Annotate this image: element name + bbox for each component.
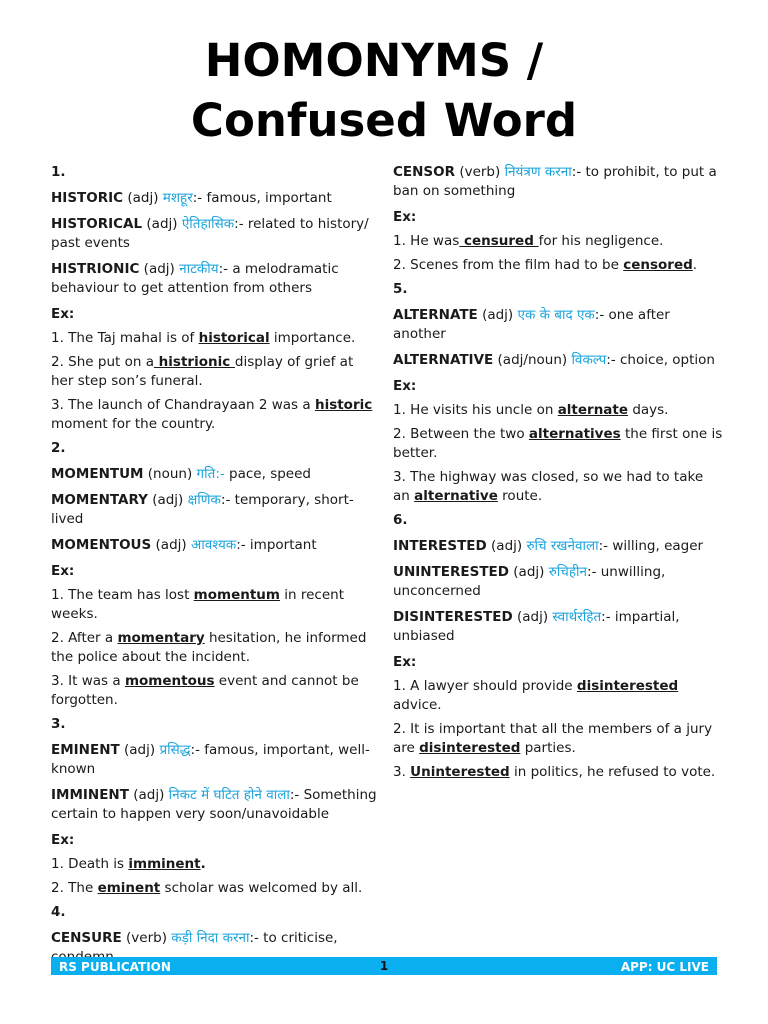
definition-imminent — [51, 786, 379, 824]
hindi-meaning: एक के बाद एक — [517, 307, 595, 323]
part-of-speech: (adj) — [139, 261, 180, 277]
definition-momentum — [51, 465, 379, 484]
section-number: 6. — [393, 512, 408, 528]
definition-uninterested — [393, 563, 723, 601]
example-text: 1. Death is — [51, 856, 129, 872]
english-meaning: :- choice, option — [606, 352, 715, 368]
definition-interested — [393, 537, 723, 556]
example-text: in politics, he refused to vote. — [509, 764, 716, 780]
example-sentence — [393, 763, 723, 782]
english-meaning: :- Something certain to happen very soon/unavoidable — [51, 787, 377, 822]
example-text: days. — [628, 402, 669, 418]
example-sentence — [393, 256, 723, 275]
english-meaning: :- important — [236, 537, 317, 553]
english-meaning: :- willing, eager — [598, 538, 704, 554]
english-meaning: :- to prohibit, to put a ban on something — [393, 164, 717, 199]
example-keyword: imminent — [128, 856, 201, 872]
example-keyword: eminent — [97, 880, 161, 896]
part-of-speech: (adj) — [486, 538, 527, 554]
part-of-speech: (adj) — [151, 537, 191, 553]
definition-alternative — [393, 351, 723, 370]
hindi-meaning: मशहूर — [162, 190, 193, 206]
example-sentence — [51, 672, 379, 710]
example-label: Ex: — [51, 306, 75, 322]
example-sentence — [393, 468, 723, 506]
example-text: 2. The — [51, 880, 98, 896]
english-meaning: pace, speed — [224, 466, 311, 482]
example-text: route. — [497, 488, 543, 504]
section-number: 5. — [393, 281, 408, 297]
example-text: 2. Scenes from the film had to be — [393, 257, 624, 273]
hindi-meaning: गति:- — [196, 466, 225, 482]
example-text: moment for the country. — [51, 416, 216, 432]
example-text: 1. A lawyer should provide — [393, 678, 577, 694]
example-sentence — [51, 329, 379, 348]
example-text: event and cannot be forgotten. — [51, 673, 359, 708]
hindi-meaning: स्वार्थरहित — [552, 609, 602, 625]
example-keyword: alternate — [557, 402, 629, 418]
example-keyword: disinterested — [419, 740, 521, 756]
example-sentence — [393, 677, 723, 715]
example-text: 2. It is important that all the members of a jury are — [393, 721, 713, 756]
hindi-meaning: नियंत्रण करना — [504, 164, 572, 180]
example-text: 3. It was a — [51, 673, 125, 689]
example-text: the first one is better. — [393, 426, 723, 461]
example-keyword: momentous — [124, 673, 215, 689]
part-of-speech: (verb) — [121, 930, 172, 946]
headword: UNINTERESTED — [393, 564, 509, 580]
headword: HISTRIONIC — [51, 261, 140, 277]
publisher-name: RS PUBLICATION — [59, 960, 171, 974]
example-keyword: histrionic — [153, 354, 235, 370]
hindi-meaning: ऐतिहासिक — [181, 216, 235, 232]
example-label: Ex: — [51, 563, 75, 579]
english-meaning: :- related to history/ past events — [51, 216, 369, 251]
definition-historic — [51, 189, 379, 208]
headword: CENSOR — [393, 164, 456, 180]
part-of-speech: (noun) — [143, 466, 197, 482]
example-sentence — [393, 401, 723, 420]
example-text: hesitation, he informed the police about the incident. — [51, 630, 367, 665]
hindi-meaning: कड़ी निदा करना — [171, 930, 250, 946]
definition-censor — [393, 163, 723, 201]
section-number: 4. — [51, 904, 66, 920]
example-text: 2. Between the two — [393, 426, 529, 442]
definition-alternate — [393, 306, 723, 344]
example-sentence — [51, 396, 379, 434]
hindi-meaning: नाटकीय — [179, 261, 219, 277]
headword: HISTORICAL — [51, 216, 143, 232]
definition-disinterested — [393, 608, 723, 646]
example-text: 3. — [393, 764, 411, 780]
headword: INTERESTED — [393, 538, 487, 554]
english-meaning: :- a melodramatic behaviour to get attention from others — [51, 261, 339, 296]
example-sentence — [393, 720, 723, 758]
app-name: APP: UC LIVE — [620, 960, 709, 974]
headword: CENSURE — [51, 930, 122, 946]
section-number: 3. — [51, 716, 66, 732]
example-keyword: momentum — [193, 587, 280, 603]
english-meaning: :- impartial, unbiased — [393, 609, 680, 644]
example-text: 1. He was — [393, 233, 460, 249]
example-keyword: historical — [198, 330, 270, 346]
example-text: for his negligence. — [538, 233, 664, 249]
page-title — [0, 32, 768, 150]
part-of-speech: (adj/noun) — [493, 352, 572, 368]
example-label: Ex: — [51, 832, 75, 848]
footer-bar — [51, 957, 717, 975]
example-text: 1. The Taj mahal is of — [51, 330, 199, 346]
english-meaning: :- temporary, short-lived — [51, 492, 354, 527]
example-keyword: censured — [459, 233, 539, 249]
definition-eminent — [51, 741, 379, 779]
example-text: importance. — [269, 330, 356, 346]
left-column — [51, 163, 379, 974]
example-keyword: censored — [623, 257, 693, 273]
part-of-speech: (adj) — [512, 609, 553, 625]
headword: ALTERNATE — [393, 307, 478, 323]
example-sentence — [51, 629, 379, 667]
example-keyword: alternatives — [528, 426, 621, 442]
example-text: 3. The highway was closed, so we had to take an — [393, 469, 704, 504]
hindi-meaning: क्षणिक — [187, 492, 221, 508]
part-of-speech: (adj) — [509, 564, 549, 580]
page-number: 1 — [379, 959, 389, 973]
part-of-speech: (adj) — [123, 190, 163, 206]
example-text: advice. — [393, 697, 442, 713]
headword: ALTERNATIVE — [393, 352, 494, 368]
definition-momentous — [51, 536, 379, 555]
right-column — [393, 163, 723, 787]
part-of-speech: (adj) — [142, 216, 182, 232]
definition-momentary — [51, 491, 379, 529]
example-text: scholar was welcomed by all. — [160, 880, 363, 896]
english-meaning: :- unwilling, unconcerned — [393, 564, 666, 599]
example-text: 1. The team has lost — [51, 587, 194, 603]
example-keyword: alternative — [414, 488, 498, 504]
english-meaning: :- famous, important — [192, 190, 332, 206]
example-text: display of grief at her step son’s funeral. — [51, 354, 354, 389]
headword: MOMENTARY — [51, 492, 148, 508]
example-keyword: historic — [314, 397, 373, 413]
hindi-meaning: निकट में घटित होने वाला — [168, 787, 290, 803]
example-text: 3. The launch of Chandrayaan 2 was a — [51, 397, 315, 413]
example-label: Ex: — [393, 654, 417, 670]
headword: DISINTERESTED — [393, 609, 513, 625]
headword: MOMENTOUS — [51, 537, 152, 553]
example-sentence — [51, 586, 379, 624]
hindi-meaning: रुचिहीन — [548, 564, 588, 580]
part-of-speech: (adj) — [119, 742, 160, 758]
example-keyword: momentary — [117, 630, 205, 646]
part-of-speech: (adj) — [147, 492, 188, 508]
part-of-speech: (adj) — [128, 787, 169, 803]
example-sentence — [51, 879, 379, 898]
section-number: 1. — [51, 164, 66, 180]
example-text: parties. — [520, 740, 576, 756]
part-of-speech: (adj) — [477, 307, 518, 323]
headword: EMINENT — [51, 742, 120, 758]
example-keyword: disinterested — [576, 678, 679, 694]
definition-histrionic — [51, 260, 379, 298]
example-sentence — [393, 232, 723, 251]
hindi-meaning: आवश्यक — [190, 537, 237, 553]
example-text: 2. She put on a — [51, 354, 154, 370]
hindi-meaning: रुचि रखनेवाला — [526, 538, 599, 554]
example-text: 1. He visits his uncle on — [393, 402, 558, 418]
english-meaning: :- famous, important, well-known — [51, 742, 370, 777]
part-of-speech: (verb) — [455, 164, 505, 180]
headword: HISTORIC — [51, 190, 124, 206]
example-label: Ex: — [393, 209, 417, 225]
hindi-meaning: विकल्प — [571, 352, 607, 368]
english-meaning: :- to criticise, — [249, 930, 338, 946]
example-sentence — [51, 353, 379, 391]
definition-historical — [51, 215, 379, 253]
hindi-meaning: प्रसिद्ध — [159, 742, 191, 758]
section-number: 2. — [51, 440, 66, 456]
english-meaning: :- one after another — [393, 307, 670, 342]
example-keyword: Uninterested — [410, 764, 510, 780]
example-sentence — [393, 425, 723, 463]
example-text: . — [200, 856, 206, 872]
headword: MOMENTUM — [51, 466, 144, 482]
example-label: Ex: — [393, 378, 417, 394]
example-text: in recent weeks. — [51, 587, 345, 622]
title-line-1: HOMONYMS / — [204, 34, 544, 87]
example-sentence — [51, 855, 379, 874]
example-text: . — [692, 257, 698, 273]
title-line-2: Confused Word — [190, 94, 578, 147]
example-text: 2. After a — [51, 630, 118, 646]
headword: IMMINENT — [51, 787, 129, 803]
